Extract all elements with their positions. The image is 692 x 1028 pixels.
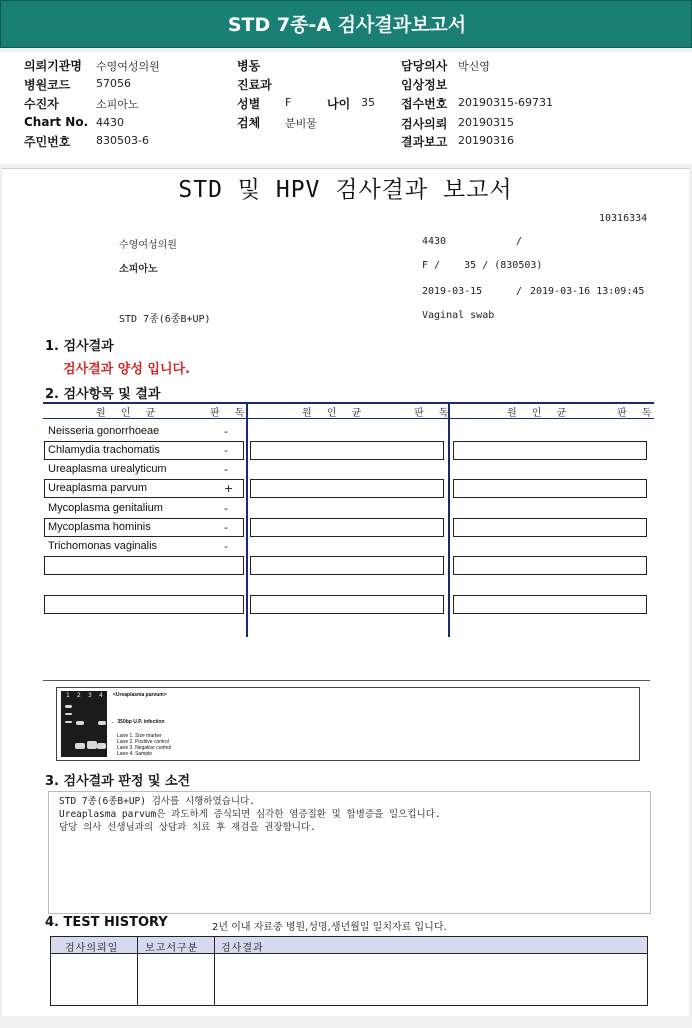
specimen-value: 분비물 bbox=[285, 117, 317, 130]
department-label: 진료과 bbox=[237, 78, 272, 92]
col-header-reading-1: 판 독 bbox=[210, 408, 251, 419]
organism-name: Chlamydia trachomatis bbox=[48, 444, 160, 456]
lane-number: 3 bbox=[88, 692, 92, 699]
organism-result: - bbox=[224, 425, 228, 438]
history-col-report-type: 보고서구분 bbox=[145, 943, 199, 954]
report-test-name: STD 7종(6종B+UP) bbox=[119, 314, 211, 325]
gel-legend-item: Lane 2. Positive control bbox=[117, 739, 169, 745]
section-separator bbox=[43, 680, 650, 681]
report-date-label: 결과보고 bbox=[401, 135, 448, 149]
result-row-box bbox=[250, 556, 444, 575]
receipt-no-label: 접수번호 bbox=[401, 97, 448, 111]
report-institution: 수영여성의원 bbox=[119, 240, 177, 251]
gel-caption: <Ureaplasma parvum> bbox=[113, 692, 167, 698]
requesting-institution-label: 의뢰기관명 bbox=[24, 59, 82, 73]
result-row-box bbox=[250, 441, 444, 460]
gel-band bbox=[97, 743, 106, 749]
report-header-bar bbox=[0, 0, 692, 48]
col-header-reading-3: 판 독 bbox=[617, 408, 658, 419]
gel-arrow-label: ← 350bp U.P. infection bbox=[111, 719, 165, 725]
chart-no-label: Chart No. bbox=[24, 115, 89, 129]
patient-value: 소피아노 bbox=[96, 98, 139, 111]
result-summary: 검사결과 양성 입니다. bbox=[63, 362, 191, 377]
col-header-reading-2: 판 독 bbox=[414, 408, 455, 419]
result-row-box bbox=[453, 595, 647, 614]
organism-name: Neisseria gonorrhoeae bbox=[48, 425, 160, 437]
history-column-divider bbox=[137, 937, 138, 1005]
col-header-organism-2: 원 인 균 bbox=[302, 408, 368, 419]
col-header-organism-1: 원 인 균 bbox=[96, 408, 162, 419]
receipt-no-value: 20190315-69731 bbox=[458, 96, 553, 109]
result-row-box bbox=[44, 595, 244, 614]
gel-band bbox=[65, 713, 72, 715]
report-title: STD 및 HPV 검사결과 보고서 bbox=[178, 177, 513, 203]
result-row-box bbox=[250, 595, 444, 614]
gel-legend-item: Lane 4. Sample bbox=[117, 751, 153, 757]
doctor-label: 담당의사 bbox=[401, 59, 448, 73]
patient-label: 수진자 bbox=[24, 97, 59, 111]
gel-band bbox=[65, 721, 72, 723]
result-row-box bbox=[453, 441, 647, 460]
organism-result: - bbox=[224, 521, 228, 534]
request-date-value: 20190315 bbox=[458, 116, 514, 129]
organism-name-positive: Ureaplasma parvum bbox=[48, 482, 148, 494]
hospital-code-label: 병원코드 bbox=[24, 78, 71, 92]
report-header-title: STD 7종-A 검사결과보고서 bbox=[227, 14, 467, 36]
doctor-value: 박신영 bbox=[458, 60, 490, 73]
gel-image-frame bbox=[56, 687, 640, 761]
age-value: 35 bbox=[361, 96, 375, 109]
report-specimen: Vaginal swab bbox=[422, 310, 495, 321]
age-label: 나이 bbox=[327, 97, 351, 111]
gel-band bbox=[98, 721, 106, 725]
result-row-box bbox=[44, 556, 244, 575]
lane-number: 2 bbox=[77, 692, 81, 699]
report-date-value: 20190316 bbox=[458, 134, 514, 147]
resident-no-label: 주민번호 bbox=[24, 135, 71, 149]
organism-result: - bbox=[224, 540, 228, 553]
report-chart-separator: / bbox=[516, 236, 523, 247]
gel-electrophoresis-image bbox=[61, 691, 107, 757]
gel-band bbox=[65, 705, 72, 708]
section-2-heading: 2. 검사항목 및 결과 bbox=[45, 387, 161, 402]
section-3-heading: 3. 검사결과 판정 및 소견 bbox=[45, 774, 191, 789]
sex-label: 성별 bbox=[237, 97, 261, 111]
gel-band bbox=[87, 741, 97, 749]
organism-name: Ureaplasma urealyticum bbox=[48, 463, 167, 475]
test-history-table bbox=[50, 936, 648, 1006]
history-col-result: 검사결과 bbox=[221, 943, 264, 954]
test-history-header bbox=[51, 937, 647, 954]
gel-band bbox=[75, 743, 85, 749]
organism-name: Mycoplasma hominis bbox=[48, 521, 151, 533]
report-paper bbox=[2, 168, 689, 1016]
organism-name: Mycoplasma genitalium bbox=[48, 502, 163, 514]
grid-divider-2 bbox=[448, 402, 450, 637]
specimen-label: 검체 bbox=[237, 116, 261, 130]
requesting-institution-value: 수영여성의원 bbox=[96, 60, 160, 73]
opinion-box bbox=[48, 791, 651, 914]
result-row-box bbox=[453, 479, 647, 498]
section-4-heading: 4. TEST HISTORY bbox=[45, 915, 168, 930]
organism-result: - bbox=[224, 502, 228, 515]
result-row-box bbox=[453, 518, 647, 537]
gel-legend-item: Lane 1. Size marker bbox=[117, 733, 162, 739]
opinion-line: 담당 의사 선생님과의 상담과 치료 후 재검을 권장합니다. bbox=[59, 822, 316, 833]
history-column-divider bbox=[214, 937, 215, 1005]
resident-no-value: 830503-6 bbox=[96, 134, 149, 147]
hospital-code-value: 57056 bbox=[96, 77, 131, 90]
report-sex-age: F / 35 / (830503) bbox=[422, 260, 543, 271]
clinical-info-label: 임상정보 bbox=[401, 78, 448, 92]
result-row-box bbox=[250, 518, 444, 537]
gel-band bbox=[76, 721, 84, 725]
section-1-heading: 1. 검사결과 bbox=[45, 339, 114, 354]
report-date-received: 2019-03-15 bbox=[422, 286, 483, 297]
result-row-box bbox=[250, 479, 444, 498]
history-note: 2년 이내 자료중 병원,성명,생년월일 일치자료 입니다. bbox=[212, 922, 447, 933]
sex-value: F bbox=[285, 96, 292, 109]
result-row-box bbox=[453, 556, 647, 575]
patient-info-panel bbox=[0, 52, 692, 164]
document-id: 10316334 bbox=[599, 213, 648, 224]
report-chart: 4430 bbox=[422, 236, 447, 247]
organism-result: - bbox=[224, 444, 228, 457]
chart-no-value: 4430 bbox=[96, 116, 124, 129]
ward-label: 병동 bbox=[237, 59, 261, 73]
organism-name: Trichomonas vaginalis bbox=[48, 540, 158, 552]
organism-result-positive: + bbox=[224, 482, 234, 495]
report-patient: 소피아노 bbox=[119, 264, 158, 275]
col-header-organism-3: 원 인 균 bbox=[507, 408, 573, 419]
lane-number: 4 bbox=[99, 692, 103, 699]
opinion-line: Ureaplasma parvum은 과도하게 증식되면 심각한 염증질환 및 합병증을 일으킵니다. bbox=[59, 809, 441, 820]
organism-result: - bbox=[224, 463, 228, 476]
grid-divider-1 bbox=[246, 402, 248, 637]
report-date-reported: 2019-03-16 13:09:45 bbox=[530, 286, 645, 297]
lane-number: 1 bbox=[66, 692, 70, 699]
history-col-request-date: 검사의뢰일 bbox=[65, 943, 119, 954]
report-date-separator: / bbox=[516, 286, 523, 297]
request-date-label: 검사의뢰 bbox=[401, 117, 448, 131]
opinion-line: STD 7종(6종B+UP) 검사를 시행하였습니다. bbox=[59, 796, 255, 807]
gel-legend-item: Lane 3. Negative control bbox=[117, 745, 172, 751]
